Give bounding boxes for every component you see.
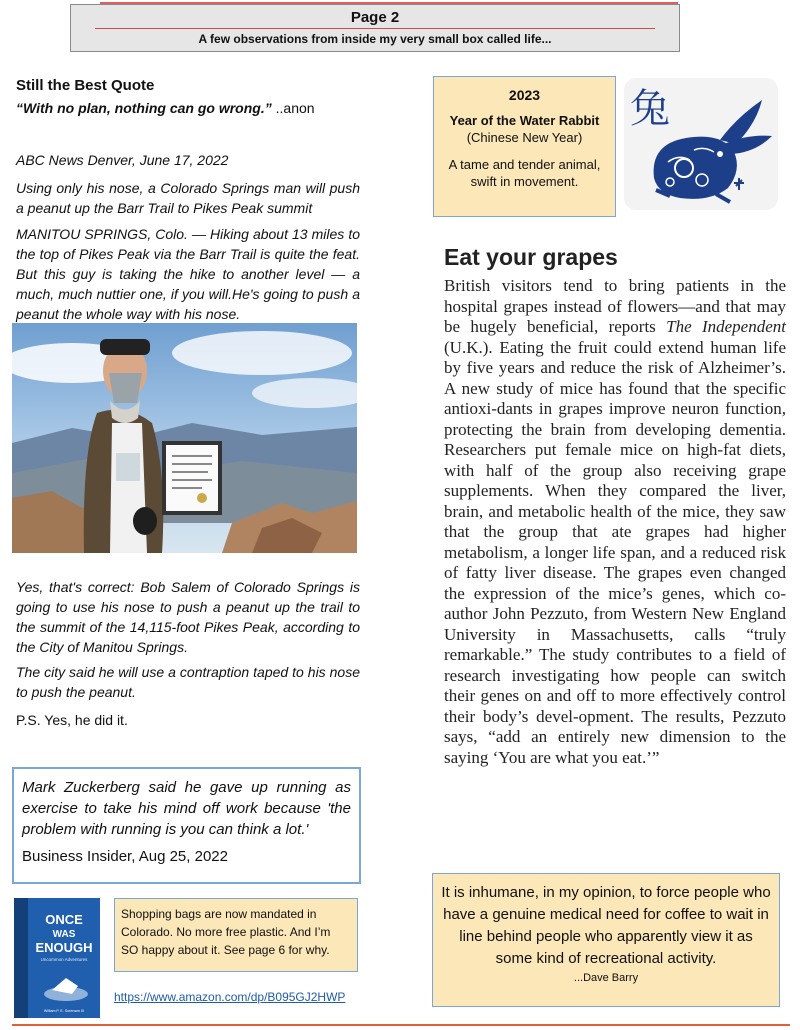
best-quote-text: “With no plan, nothing can go wrong.”	[16, 100, 272, 116]
grapes-body-part1: British visitors tend to bring patients in the hospital grapes instead of flowers—and that may be hugely beneficial, reports	[444, 276, 786, 336]
shopping-bags-note: Shopping bags are now mandated in Colorado. No more free plastic. And I’m SO happy about it. See page 6 for why.	[114, 898, 358, 972]
book-subtitle: Uncommon Adventures	[40, 957, 88, 962]
book-cover	[14, 898, 100, 1018]
amazon-book-link[interactable]: https://www.amazon.com/dp/B095GJ2HWP	[114, 990, 346, 1004]
year-of-rabbit-box	[433, 76, 616, 217]
book-title-line2: WAS	[52, 929, 76, 940]
news-followup-2: The city said he will use a contraption taped to his nose to push the peanut.	[16, 664, 360, 700]
grapes-article-title: Eat your grapes	[444, 244, 618, 270]
header-divider	[95, 28, 655, 29]
pikes-peak-photo	[12, 323, 357, 553]
news-headline: Using only his nose, a Colorado Springs man will push a peanut up the Barr Trail to Pikes Peak summit	[16, 180, 360, 216]
page-header	[70, 4, 680, 52]
grapes-article-body	[444, 276, 786, 768]
book-author: William P. E. Sorensen III	[43, 1009, 85, 1013]
book-title-line1: ONCE	[45, 912, 83, 927]
grapes-source: The Independent	[666, 317, 786, 336]
best-quote-author: ..anon	[271, 100, 315, 116]
rabbit-year: 2023	[508, 87, 541, 103]
book-title-line3: ENOUGH	[35, 940, 93, 955]
news-body: MANITOU SPRINGS, Colo. — Hiking about 13 miles to the top of Pikes Peak via the Barr Trail is quite the feat. But this guy is taking the hike to another level — a much, much nuttier one, if you will.He's going to push a peanut the whole way with his nose.	[16, 226, 360, 322]
rabbit-title: Year of the Water Rabbit	[449, 113, 600, 128]
news-followup-1: Yes, that's correct: Bob Salem of Colorado Springs is going to use his nose to push a peanut up the trail to the summit of the 14,115-foot Pikes Peak, according to the City of Manitou Springs.	[16, 579, 360, 655]
page-subtitle: A few observations from inside my very small box called life...	[198, 32, 552, 46]
dave-barry-quote-box	[432, 873, 780, 1007]
zuckerberg-quote-box	[12, 767, 361, 884]
news-source: ABC News Denver, June 17, 2022	[16, 152, 229, 168]
page-title: Page 2	[350, 9, 400, 26]
rabbit-subtitle: (Chinese New Year)	[466, 130, 583, 145]
postscript: P.S. Yes, he did it.	[16, 712, 128, 728]
dave-barry-source: ...Dave Barry	[573, 972, 639, 984]
best-quote-heading: Still the Best Quote	[16, 77, 155, 94]
grapes-body-part2: (U.K.). Eating the fruit could extend human life by five years and reduce the risk of Alzheimer’s. A new study of mice has found that the specific antioxi-dants in grapes improve neuron function, protecting the brain from developing dementia. Researchers put female mice on high-fat diets, with half of the group also receiving grape supplements. When they compared the liver, brain, and metabolic health of the mice, they saw that the group that ate grapes had higher metabolism, a longer life span, and a reduced risk of fatty liver disease. The grapes even changed the expression of the mice’s genes, which co-author John Pezzuto, from Western New England University in Massachusetts, calls “truly remarkable.” The study contributes to a field of research investigating how people can switch their genes on and off to more effectively control their body’s devel-opment. The results, Pezzuto says, “add an entirely new dimension to the saying ‘You are what you eat.’”	[444, 337, 786, 767]
zuckerberg-quote: Mark Zuckerberg said he gave up running as exercise to take his mind off work because 'the problem with running is you can think a lot.'	[22, 779, 351, 838]
zuckerberg-source: Business Insider, Aug 25, 2022	[22, 848, 228, 865]
rabbit-glyph: 兔	[630, 86, 670, 132]
dave-barry-quote: It is inhumane, in my opinion, to force people who have a genuine medical need for coffee to wait in line behind people who apparently view it as some kind of recreational activity.	[441, 884, 771, 967]
best-quote	[16, 98, 360, 118]
water-rabbit-illustration	[624, 78, 778, 210]
rabbit-tagline: A tame and tender animal, swift in movement.	[448, 157, 601, 189]
bottom-divider	[12, 1024, 790, 1026]
